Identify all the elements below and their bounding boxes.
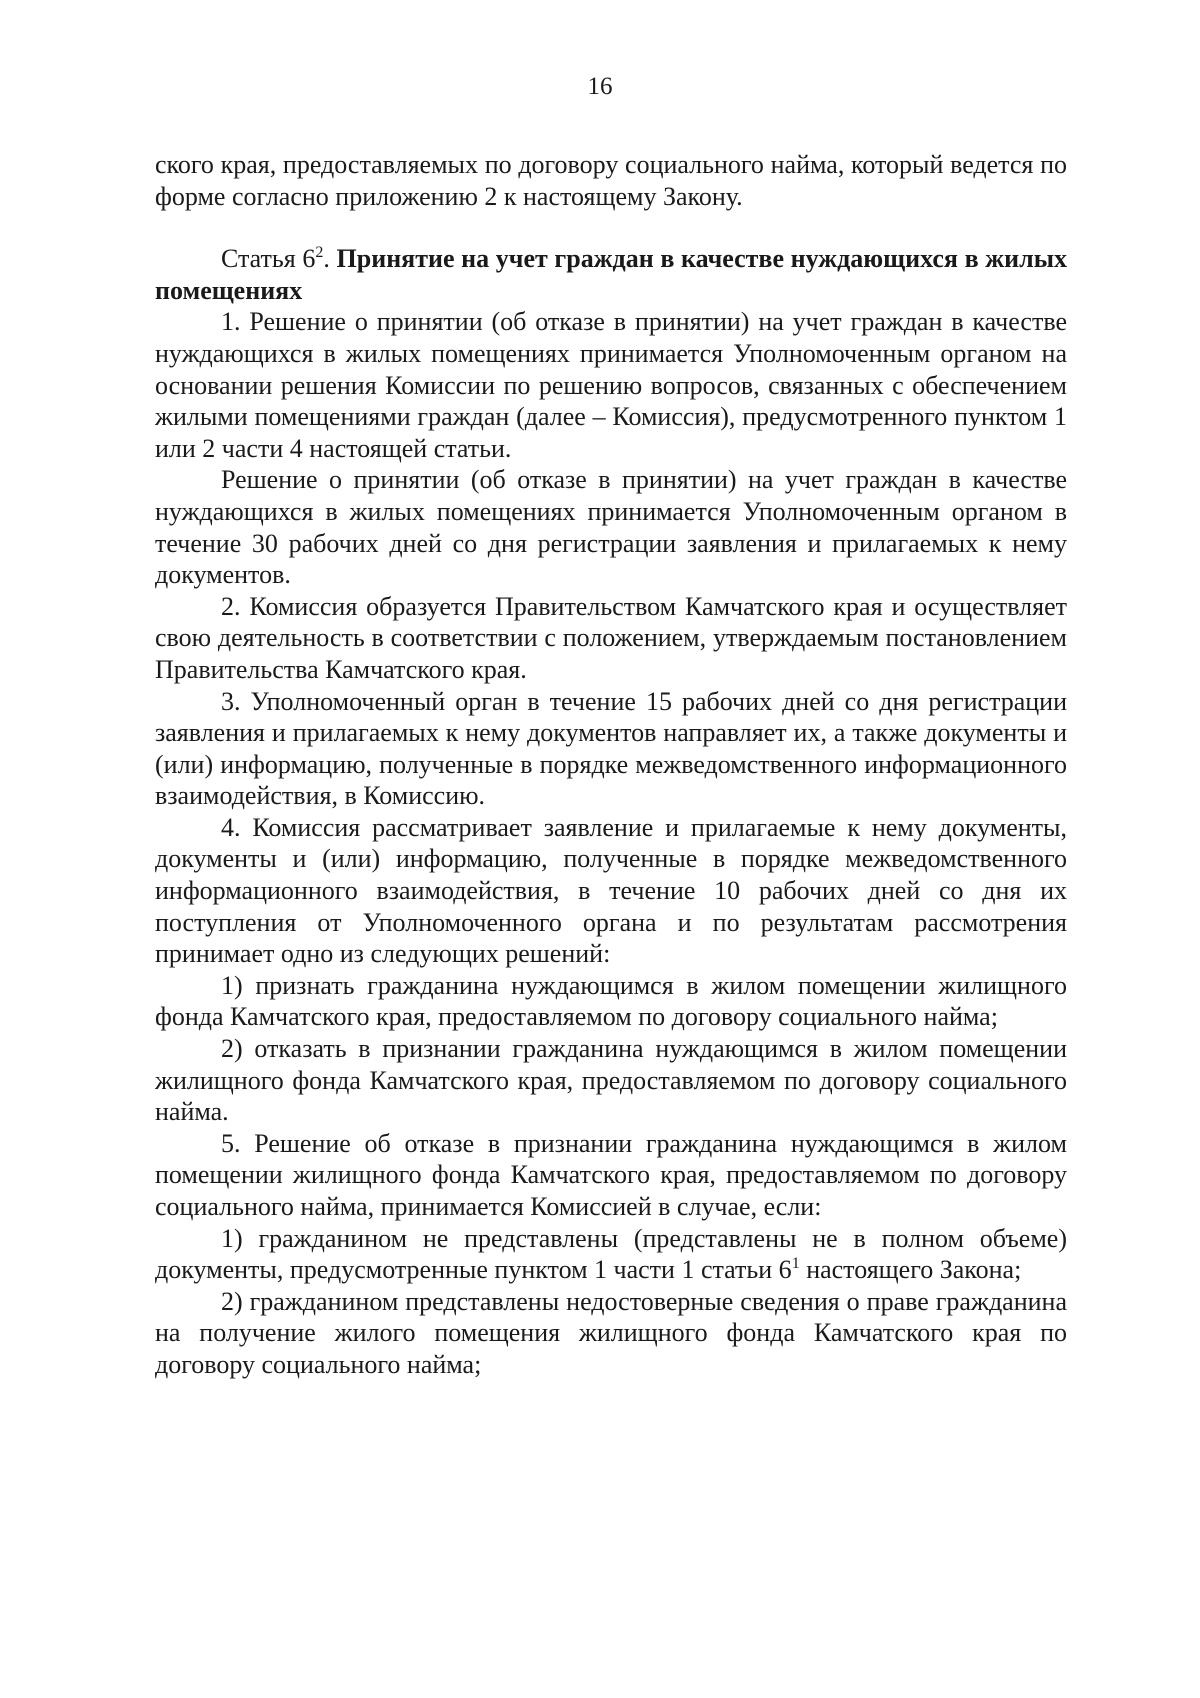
paragraph-2: 2. Комиссия образуется Правительством Камчатского края и осуществляет свою деятельность в соответствии с положением, утверждаемым постановлением Правительства Камчатского края. (155, 591, 1067, 684)
page-number: 16 (587, 73, 613, 100)
paragraph-5: 5. Решение об отказе в признании гражданина нуждающимся в жилом помещении жилищного фонда Камчатского края, предоставляемом по договору социального найма, принимается Комиссией в случае, если: (155, 1128, 1067, 1221)
paragraph-4-item-2: 2) отказать в признании гражданина нуждающимся в жилом помещении жилищного фонда Камчатского края, предоставляемом по договору социального найма. (155, 1034, 1067, 1127)
paragraph-1-second: Решение о принятии (об отказе в принятии) на учет граждан в качестве нуждающихся в жилых помещениях принимается Уполномоченным органом в течение 30 рабочих дней со дня регистрации заявления и прилагаемых к нему документов. (155, 465, 1067, 590)
article-number-superscript: 2 (315, 244, 324, 262)
article-heading (155, 243, 1067, 306)
paragraph-5-item-1-text: 1) гражданином не представлены (представлены не в полном объеме) документы, предусмотренные пунктом 1 части 1 статьи 6 (155, 1223, 1067, 1285)
document-body (155, 149, 1067, 1381)
paragraph-5-item-1-tail: настоящего Закона; (799, 1255, 1022, 1285)
paragraph-4: 4. Комиссия рассматривает заявление и прилагаемые к нему документы, документы и (или) информацию, полученные в порядке межведомственного информационного взаимодействия, в течение 10 рабочих дней со дня их поступления от Уполномоченного органа и по результатам рассмотрения принимает одно из следующих решений: (155, 812, 1067, 969)
paragraph-5-item-1-superscript: 1 (791, 1255, 800, 1273)
paragraph-4-item-1: 1) признать гражданина нуждающимся в жилом помещении жилищного фонда Камчатского края, предоставляемом по договору социального найма; (155, 970, 1067, 1032)
article-number: Статья 6 (221, 244, 316, 274)
continuation-paragraph: ского края, предоставляемых по договору социального найма, который ведется по форме согласно приложению 2 к настоящему Закону. (155, 150, 1067, 211)
paragraph-5-item-2: 2) гражданином представлены недостоверные сведения о праве гражданина на получение жилого помещения жилищного фонда Камчатского края по договору социального найма; (155, 1286, 1067, 1379)
paragraph-1: 1. Решение о принятии (об отказе в принятии) на учет граждан в качестве нуждающихся в жилых помещениях принимается Уполномоченным органом на основании решения Комиссии по решению вопросов, связанных с обеспечением жилыми помещениями граждан (далее – Комиссия), предусмотренного пунктом 1 или 2 части 4 настоящей статьи. (155, 307, 1067, 463)
article-dot: . (323, 244, 330, 274)
article-title: Принятие на учет граждан в качестве нуждающихся в жилых помещениях (155, 244, 1067, 305)
paragraph-3: 3. Уполномоченный орган в течение 15 рабочих дней со дня регистрации заявления и прилагаемых к нему документов направляет их, а также документы и (или) информацию, полученные в порядке межведомственного информационного взаимодействия, в Комиссию. (155, 686, 1067, 811)
paragraph-5-item-1 (155, 1223, 1067, 1286)
